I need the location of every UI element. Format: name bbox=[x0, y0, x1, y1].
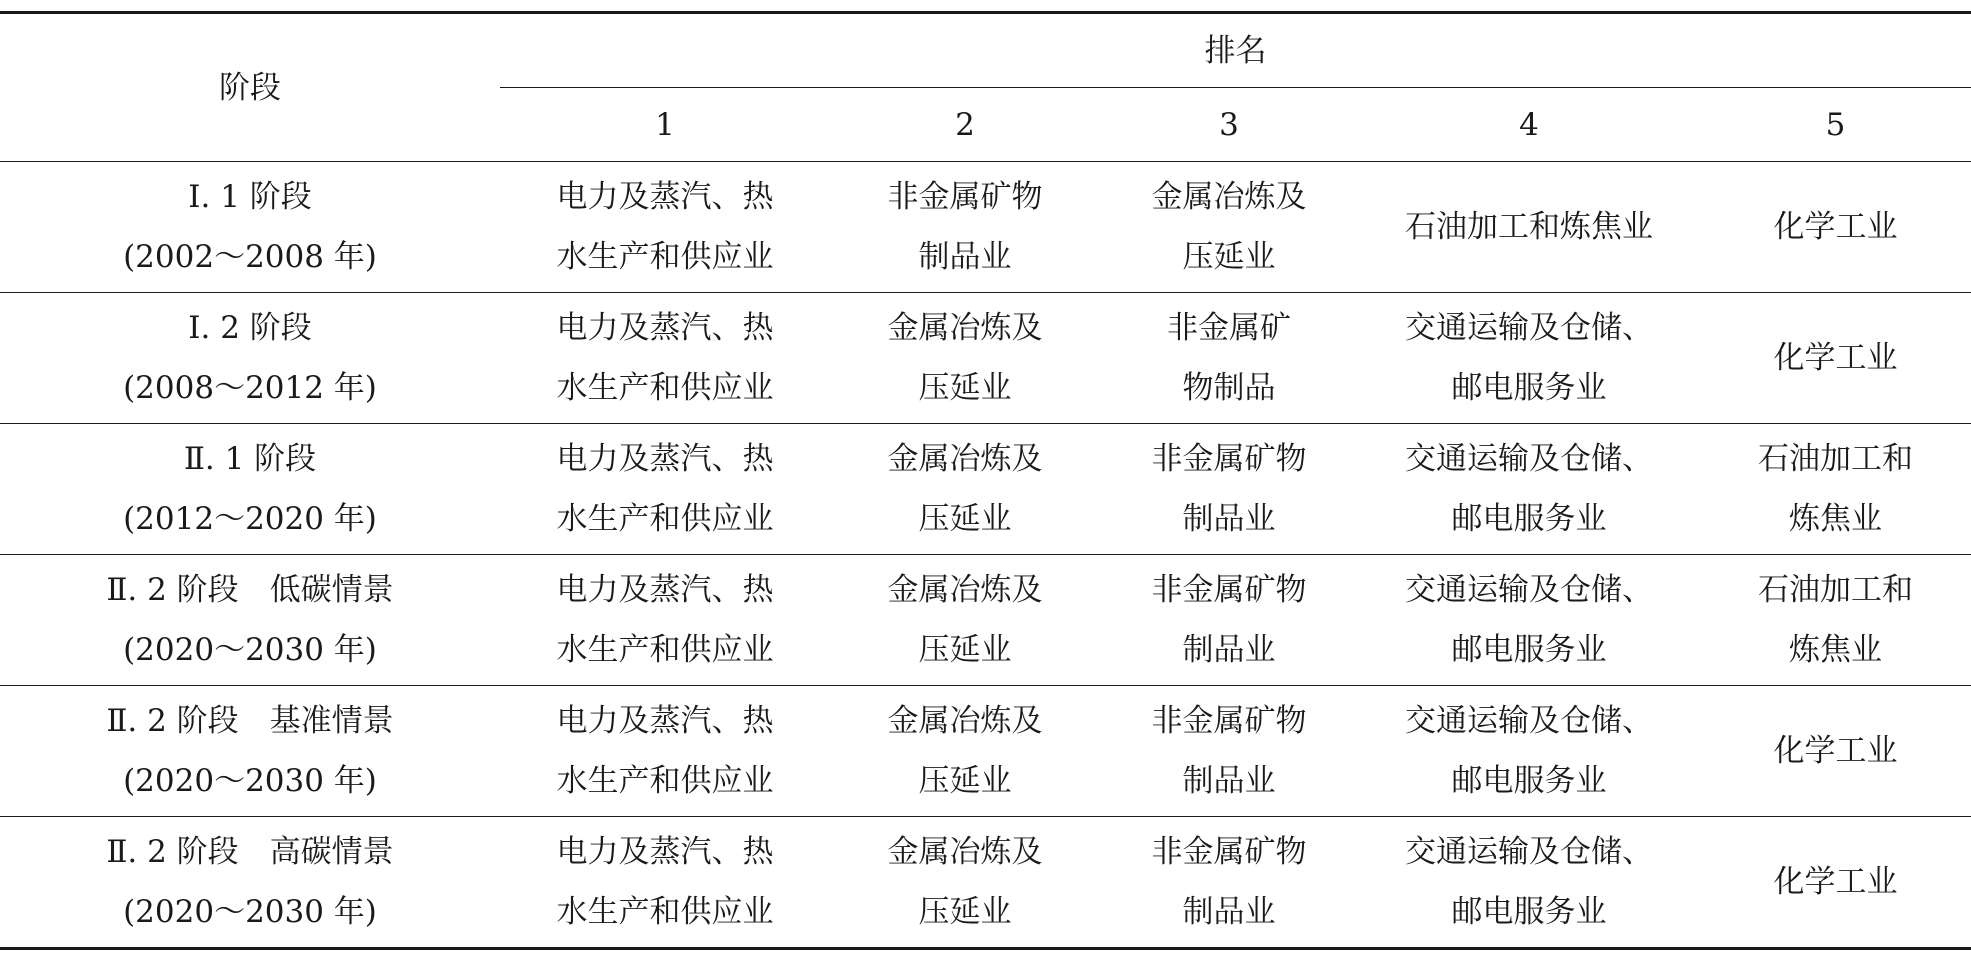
industry-text-line: 金属冶炼及 bbox=[887, 703, 1043, 739]
industry-text-line: 石油加工和 bbox=[1758, 441, 1914, 477]
industry-text-line: 金属冶炼及 bbox=[887, 310, 1043, 346]
rank-group-header: 排名 bbox=[500, 13, 1971, 88]
industry-text-line: 化学工业 bbox=[1773, 340, 1898, 376]
industry-text-line: 压延业 bbox=[918, 370, 1012, 406]
industry-text-line: 炼焦业 bbox=[1789, 501, 1883, 537]
rank-header: 3 bbox=[1100, 88, 1358, 162]
industry-text-line: 炼焦业 bbox=[1789, 632, 1883, 668]
industry-text-line: 电力及蒸汽、热 bbox=[556, 179, 774, 215]
industry-text-line: 金属冶炼及 bbox=[887, 834, 1043, 870]
rank-2-industry-cell bbox=[830, 555, 1100, 686]
stage-period: (2020～2030 年) bbox=[123, 894, 377, 930]
stage-cell bbox=[0, 293, 500, 424]
table-row bbox=[0, 817, 1971, 949]
industry-text-line: 压延业 bbox=[1182, 239, 1276, 275]
rank-5-industry-cell bbox=[1700, 555, 1971, 686]
industry-text-line: 化学工业 bbox=[1773, 864, 1898, 900]
industry-text-line: 邮电服务业 bbox=[1451, 763, 1607, 799]
stage-cell bbox=[0, 555, 500, 686]
rank-header: 2 bbox=[830, 88, 1100, 162]
industry-text-line: 水生产和供应业 bbox=[556, 763, 774, 799]
rank-1-industry-cell bbox=[500, 424, 830, 555]
industry-ranking-table bbox=[0, 11, 1971, 950]
stage-name: Ⅱ. 2 阶段 基准情景 bbox=[106, 703, 394, 739]
stage-cell bbox=[0, 424, 500, 555]
rank-header: 5 bbox=[1700, 88, 1971, 162]
industry-text-line: 邮电服务业 bbox=[1451, 632, 1607, 668]
rank-3-industry-cell bbox=[1100, 293, 1358, 424]
industry-text-line: 水生产和供应业 bbox=[556, 894, 774, 930]
rank-3-industry-cell bbox=[1100, 555, 1358, 686]
industry-text-line: 非金属矿物 bbox=[1151, 834, 1307, 870]
rank-4-industry-cell bbox=[1358, 555, 1700, 686]
industry-text-line: 水生产和供应业 bbox=[556, 501, 774, 537]
table-row bbox=[0, 424, 1971, 555]
rank-1-industry-cell bbox=[500, 817, 830, 949]
stage-name: Ⅰ. 1 阶段 bbox=[188, 179, 312, 215]
industry-text-line: 水生产和供应业 bbox=[556, 239, 774, 275]
industry-text-line: 金属冶炼及 bbox=[1151, 179, 1307, 215]
rank-4-industry-cell bbox=[1358, 686, 1700, 817]
stage-period: (2002～2008 年) bbox=[123, 239, 377, 275]
rank-5-industry-cell bbox=[1700, 293, 1971, 424]
ranking-table-container bbox=[0, 11, 1971, 950]
stage-name: Ⅰ. 2 阶段 bbox=[188, 310, 312, 346]
industry-text-line: 制品业 bbox=[1182, 894, 1276, 930]
rank-5-industry-cell bbox=[1700, 162, 1971, 293]
table-body bbox=[0, 162, 1971, 949]
rank-4-industry-cell bbox=[1358, 293, 1700, 424]
header-row-top bbox=[0, 13, 1971, 88]
industry-text-line: 交通运输及仓储、 bbox=[1405, 310, 1653, 346]
stage-column-header: 阶段 bbox=[0, 13, 500, 162]
stage-name: Ⅱ. 2 阶段 高碳情景 bbox=[106, 834, 394, 870]
stage-period: (2020～2030 年) bbox=[123, 632, 377, 668]
industry-text-line: 交通运输及仓储、 bbox=[1405, 834, 1653, 870]
rank-5-industry-cell bbox=[1700, 817, 1971, 949]
industry-text-line: 电力及蒸汽、热 bbox=[556, 441, 774, 477]
industry-text-line: 非金属矿物 bbox=[1151, 441, 1307, 477]
rank-4-industry-cell bbox=[1358, 162, 1700, 293]
stage-period: (2008～2012 年) bbox=[123, 370, 377, 406]
rank-3-industry-cell bbox=[1100, 162, 1358, 293]
industry-text-line: 压延业 bbox=[918, 894, 1012, 930]
rank-4-industry-cell bbox=[1358, 817, 1700, 949]
stage-cell bbox=[0, 817, 500, 949]
industry-text-line: 压延业 bbox=[918, 763, 1012, 799]
industry-text-line: 邮电服务业 bbox=[1451, 894, 1607, 930]
stage-period: (2012～2020 年) bbox=[123, 501, 377, 537]
industry-text-line: 交通运输及仓储、 bbox=[1405, 441, 1653, 477]
industry-text-line: 交通运输及仓储、 bbox=[1405, 572, 1653, 608]
stage-name: Ⅱ. 2 阶段 低碳情景 bbox=[106, 572, 394, 608]
stage-cell bbox=[0, 162, 500, 293]
industry-text-line: 石油加工和 bbox=[1758, 572, 1914, 608]
stage-name: Ⅱ. 1 阶段 bbox=[183, 441, 317, 477]
industry-text-line: 化学工业 bbox=[1773, 733, 1898, 769]
industry-text-line: 制品业 bbox=[1182, 501, 1276, 537]
industry-text-line: 压延业 bbox=[918, 501, 1012, 537]
industry-text-line: 交通运输及仓储、 bbox=[1405, 703, 1653, 739]
industry-text-line: 非金属矿物 bbox=[1151, 703, 1307, 739]
rank-3-industry-cell bbox=[1100, 686, 1358, 817]
rank-1-industry-cell bbox=[500, 555, 830, 686]
industry-text-line: 制品业 bbox=[918, 239, 1012, 275]
rank-header: 4 bbox=[1358, 88, 1700, 162]
industry-text-line: 邮电服务业 bbox=[1451, 501, 1607, 537]
rank-4-industry-cell bbox=[1358, 424, 1700, 555]
table-header bbox=[0, 13, 1971, 162]
industry-text-line: 制品业 bbox=[1182, 763, 1276, 799]
table-row bbox=[0, 686, 1971, 817]
rank-2-industry-cell bbox=[830, 817, 1100, 949]
industry-text-line: 非金属矿 bbox=[1167, 310, 1291, 346]
industry-text-line: 电力及蒸汽、热 bbox=[556, 572, 774, 608]
rank-5-industry-cell bbox=[1700, 424, 1971, 555]
industry-text-line: 压延业 bbox=[918, 632, 1012, 668]
table-row bbox=[0, 162, 1971, 293]
table-row bbox=[0, 293, 1971, 424]
rank-header: 1 bbox=[500, 88, 830, 162]
stage-cell bbox=[0, 686, 500, 817]
industry-text-line: 化学工业 bbox=[1773, 209, 1898, 245]
rank-1-industry-cell bbox=[500, 162, 830, 293]
industry-text-line: 电力及蒸汽、热 bbox=[556, 703, 774, 739]
rank-2-industry-cell bbox=[830, 424, 1100, 555]
rank-3-industry-cell bbox=[1100, 424, 1358, 555]
industry-text-line: 水生产和供应业 bbox=[556, 632, 774, 668]
industry-text-line: 非金属矿物 bbox=[887, 179, 1043, 215]
rank-2-industry-cell bbox=[830, 686, 1100, 817]
rank-2-industry-cell bbox=[830, 293, 1100, 424]
rank-5-industry-cell bbox=[1700, 686, 1971, 817]
industry-text-line: 金属冶炼及 bbox=[887, 572, 1043, 608]
rank-1-industry-cell bbox=[500, 293, 830, 424]
rank-2-industry-cell bbox=[830, 162, 1100, 293]
industry-text-line: 金属冶炼及 bbox=[887, 441, 1043, 477]
industry-text-line: 邮电服务业 bbox=[1451, 370, 1607, 406]
industry-text-line: 水生产和供应业 bbox=[556, 370, 774, 406]
stage-period: (2020～2030 年) bbox=[123, 763, 377, 799]
industry-text-line: 电力及蒸汽、热 bbox=[556, 834, 774, 870]
industry-text-line: 石油加工和炼焦业 bbox=[1405, 209, 1653, 245]
table-row bbox=[0, 555, 1971, 686]
industry-text-line: 制品业 bbox=[1182, 632, 1276, 668]
rank-1-industry-cell bbox=[500, 686, 830, 817]
industry-text-line: 电力及蒸汽、热 bbox=[556, 310, 774, 346]
industry-text-line: 物制品 bbox=[1182, 370, 1276, 406]
industry-text-line: 非金属矿物 bbox=[1151, 572, 1307, 608]
rank-3-industry-cell bbox=[1100, 817, 1358, 949]
